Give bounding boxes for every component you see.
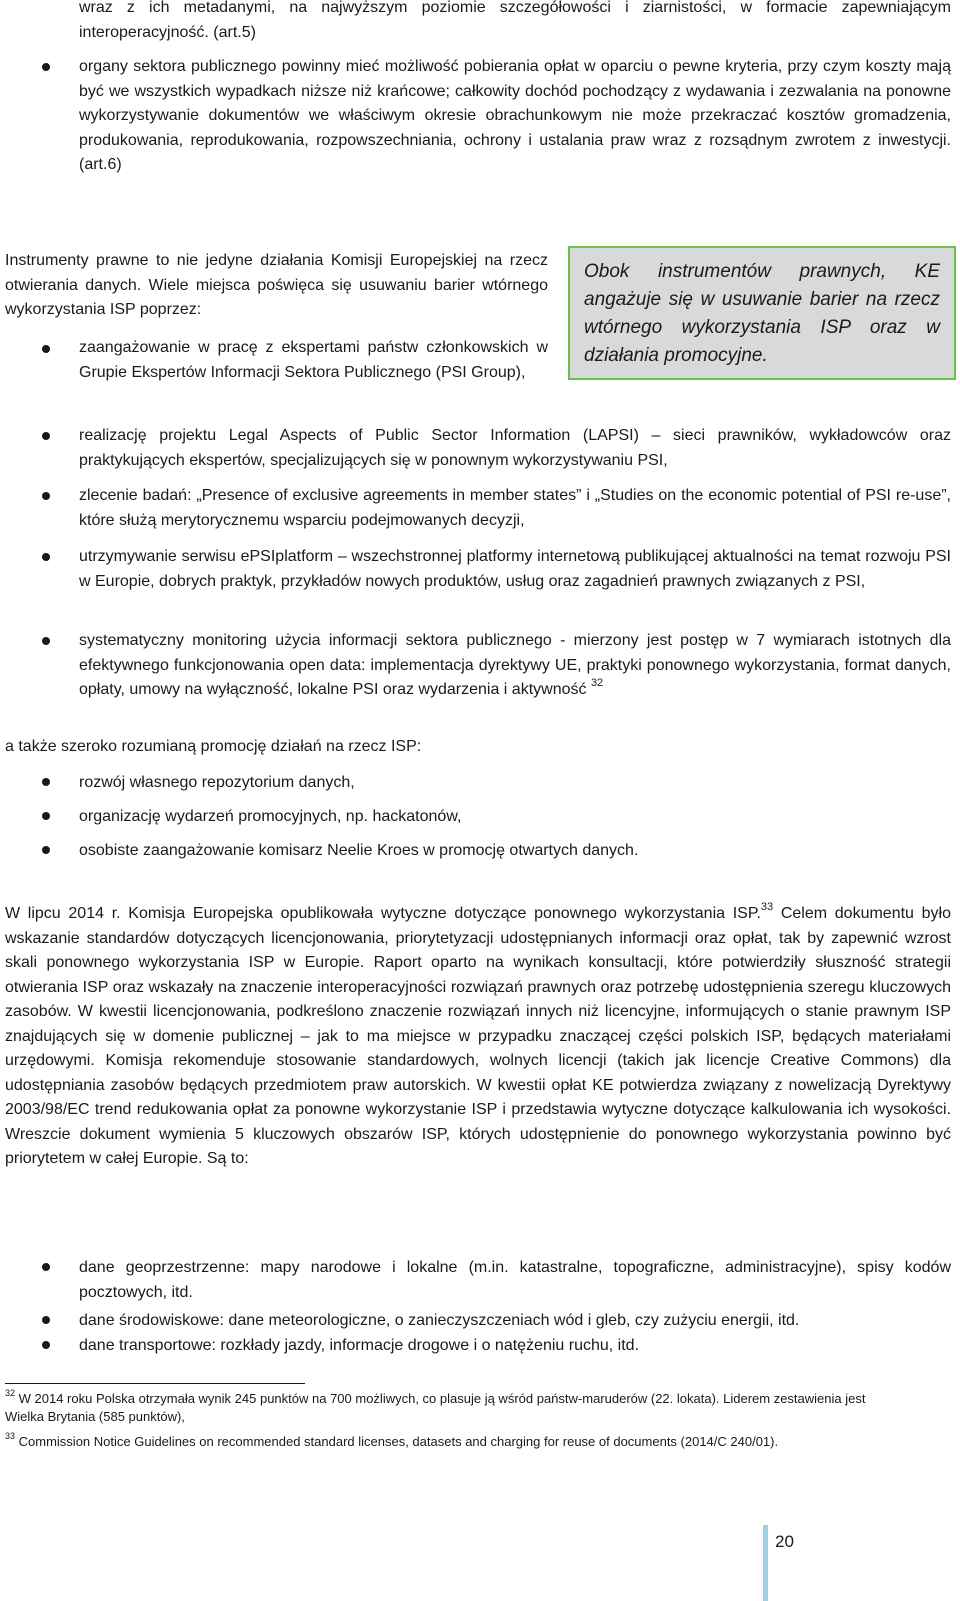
bullet-text-fees: organy sektora publicznego powinny mieć możliwość pobierania opłat w oparciu o pewne kryteria, przy czym koszty mają być we wszystkich wypadkach niższe niż krańcowe; całkowity dochód pochodzący z wydawania i zezwalania na ponowne wykorzystywanie dokumentów we właściwym okresie obrachunkowym nie może przekraczać kosztów gromadzenia, produkowania, reprodukowania, rozpowszechniania, ochrony i ustalania praw wraz z rozsądnym zwrotem z inwestycji. (art.6) — [79, 58, 951, 173]
guidelines-paragraph — [5, 902, 951, 1172]
barrier-item-monitoring — [79, 629, 951, 703]
footnote-text: Commission Notice Guidelines on recommended standard licenses, datasets and charging for reuse of documents (2014/C 240/01). — [18, 1434, 779, 1449]
callout-box: Obok instrumentów prawnych, KE angażuje się w usuwanie barier na rzecz wtórnego wykorzystania ISP oraz w działania promocyjne. — [568, 246, 956, 380]
footnote-33 — [5, 1430, 925, 1451]
footnote-ref-33: 33 — [760, 900, 774, 913]
bullet-dot — [42, 778, 50, 786]
bullet-dot — [42, 432, 50, 440]
intro-paragraph: Instrumenty prawne to nie jedyne działania Komisji Europejskiej na rzecz otwierania danych. Wiele miejsca poświęca się usuwaniu barier wtórnego wykorzystania ISP poprzez: — [5, 252, 548, 318]
page-number-bar — [763, 1525, 768, 1601]
bullet-dot — [42, 345, 50, 353]
footnote-number: 32 — [5, 1387, 16, 1398]
bullet-dot — [42, 553, 50, 561]
barrier-item-monitoring-text: systematyczny monitoring użycia informacji sektora publicznego - mierzony jest postęp w 7 wymiarach istotnych dla efektywnego funkcjonowania open data: implementacja dyrektywy UE, praktyki ponownego wykorzystania, format danych, opłaty, umowy na wyłączność, lokalne PSI oraz wydarzenia i aktywność — [79, 632, 951, 698]
promo-intro: a także szeroko rozumianą promocję działań na rzecz ISP: — [5, 738, 422, 755]
barrier-item-lapsi: realizację projektu Legal Aspects of Public Sector Information (LAPSI) – sieci prawników, wykładowców oraz praktykujących ekspertów, specjalizujących się w ponownym wykorzystywaniu PSI, — [79, 427, 951, 469]
promo-item-events: organizację wydarzeń promocyjnych, np. hackatonów, — [79, 808, 462, 825]
bullet-dot — [42, 63, 50, 71]
data-item-environmental: dane środowiskowe: dane meteorologiczne, o zanieczyszczeniach wód i gleb, czy zużyciu energii, itd. — [79, 1312, 800, 1329]
page-number: 20 — [775, 1532, 794, 1551]
bullet-text-continuation: wraz z ich metadanymi, na najwyższym poziomie szczegółowości i ziarnistości, w formacie zapewniającym interoperacyjność. (art.5) — [79, 0, 951, 41]
bullet-dot — [42, 1316, 50, 1324]
footnote-ref-32: 32 — [590, 676, 604, 689]
data-item-geospatial: dane geoprzestrzenne: mapy narodowe i lokalne (m.in. katastralne, topograficzne, administracyjne), spisy kodów pocztowych, itd. — [79, 1259, 951, 1301]
footnote-text: W 2014 roku Polska otrzymała wynik 245 punktów na 700 możliwych, co plasuje ją wśród państw-maruderów (22. lokata). Liderem zestawienia jest Wielka Brytania (585 punktów), — [5, 1391, 866, 1424]
bullet-dot — [42, 812, 50, 820]
promo-item-repository: rozwój własnego repozytorium danych, — [79, 774, 355, 791]
bullet-dot — [42, 1341, 50, 1349]
barrier-item-epsiplatform: utrzymywanie serwisu ePSIplatform – wszechstronnej platformy internetową publikującej aktualności na temat rozwoju PSI w Europie, dobrych praktyk, przykładów nowych produktów, usług oraz zagadnień prawnych związanych z PSI, — [79, 548, 951, 590]
data-item-transport: dane transportowe: rozkłady jazdy, informacje drogowe i o natężeniu ruchu, itd. — [79, 1337, 640, 1354]
bullet-dot — [42, 846, 50, 854]
barrier-item-psi-group: zaangażowanie w pracę z ekspertami państw członkowskich w Grupie Ekspertów Informacji Sektora Publicznego (PSI Group), — [79, 339, 548, 381]
footnote-32 — [5, 1387, 905, 1426]
bullet-dot — [42, 637, 50, 645]
barrier-item-studies: zlecenie badań: „Presence of exclusive agreements in member states” i „Studies on the economic potential of PSI re-use”, które służą merytorycznemu wsparciu podejmowanych decyzji, — [79, 487, 951, 529]
guidelines-text-rest: Celem dokumentu było wskazanie standardów dotyczących licencjonowania, priorytetyzacji udostępnianych informacji oraz opłat, tak by zapewnić wzrost skali ponownego wykorzystania ISP w Europie. Raport oparto na wynikach konsultacji, które potwierdziły słuszność strategii otwierania ISP oraz wskazały na znaczenie interoperacyjności rozwiązań prawnych oraz potrzebę udostępnienia szeregu kluczowych zasobów. W kwestii licencjonowania, podkreślono znaczenie rozwiązań innych niż licencyjne, informujących o stanie prawnym ISP znajdujących się w domenie publicznej – jak to ma miejsce w przypadku znaczącej części polskich ISP, będących materiałami urzędowymi. Komisja rekomenduje stosowanie standardowych, wolnych licencji (takich jak licencje Creative Commons) dla udostępniania zasobów będących przedmiotem praw autorskich. W kwestii opłat KE potwierdza związany z nowelizacją Dyrektywy 2003/98/EC trend redukowania opłat za ponowne wykorzystanie ISP i przedstawia wytyczne dotyczące kalkulowania ich wysokości. Wreszcie dokument wymienia 5 kluczowych obszarów ISP, których udostępnienie do ponownego wykorzystania powinno być priorytetem w całej Europie. Są to: — [5, 905, 951, 1167]
bullet-dot — [42, 1263, 50, 1271]
guidelines-text-start: W lipcu 2014 r. Komisja Europejska opublikowała wytyczne dotyczące ponownego wykorzystania ISP. — [5, 905, 761, 922]
footnote-separator — [5, 1383, 305, 1384]
promo-item-kroes: osobiste zaangażowanie komisarz Neelie Kroes w promocję otwartych danych. — [79, 842, 639, 859]
bullet-dot — [42, 492, 50, 500]
footnote-number: 33 — [5, 1430, 16, 1441]
